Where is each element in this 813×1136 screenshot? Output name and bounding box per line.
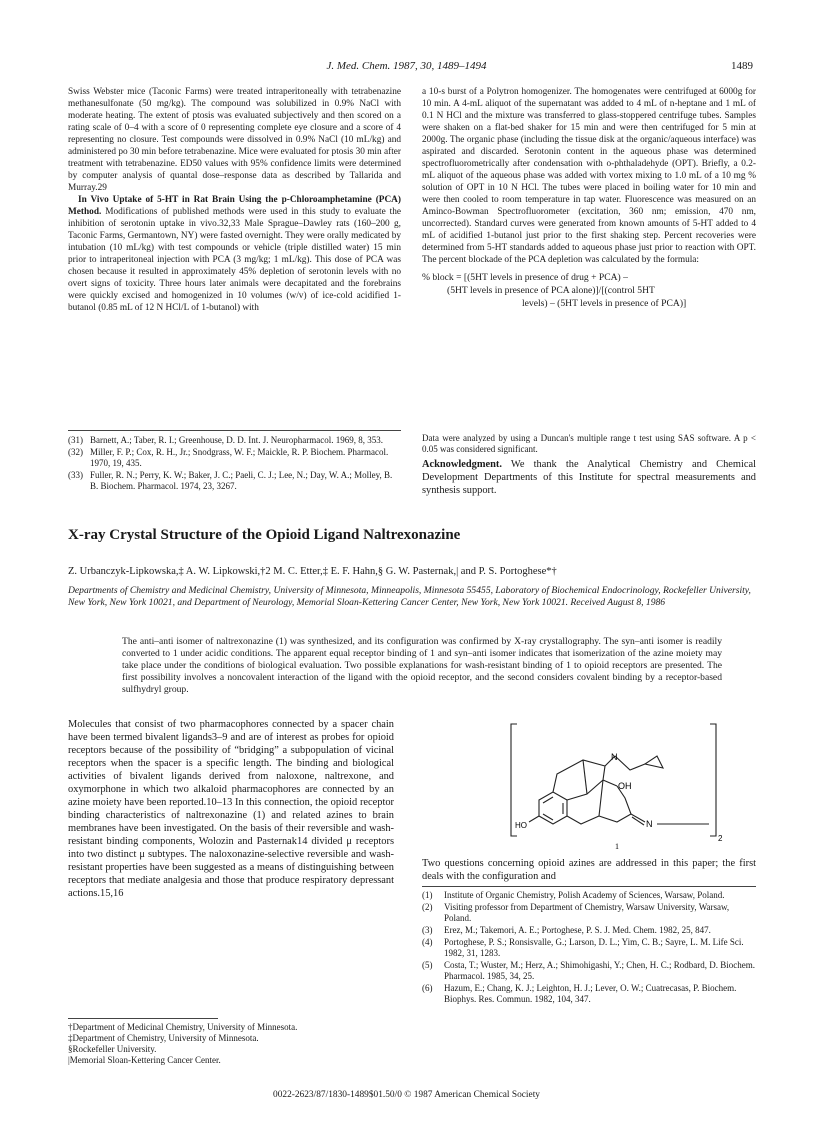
reference: (6) Hazum, E.; Chang, K. J.; Leighton, H. J.; Lever, O. W.; Cuatrecasas, P. Biochem. Biophys. Res. Commun. 1982, 104, 347. xyxy=(422,983,737,1004)
oh-label: OH xyxy=(618,781,632,791)
copyright-line: 0022-2623/87/1830-1489$01.50/0 © 1987 American Chemical Society xyxy=(273,1090,540,1100)
article-title: X-ray Crystal Structure of the Opioid Ligand Naltrexonazine xyxy=(68,527,461,543)
bracket-right xyxy=(710,724,716,836)
formula-line: (5HT levels in presence of PCA alone)]/[(control 5HT xyxy=(447,285,655,296)
top-right-column xyxy=(422,86,756,310)
footnote: §Rockefeller University. xyxy=(68,1044,157,1054)
acknowledgment xyxy=(422,458,756,497)
journal-header: J. Med. Chem. 1987, 30, 1489–1494 xyxy=(326,60,487,72)
reference: (1) Institute of Organic Chemistry, Polish Academy of Sciences, Warsaw, Poland. xyxy=(422,890,725,900)
ack-text: We thank the Analytical Chemistry and Chemical Development Departments of this Institute for spectral measurements and synthesis support. xyxy=(422,459,756,496)
bracket-left xyxy=(511,724,517,836)
footnote: |Memorial Sloan-Kettering Cancer Center. xyxy=(68,1055,221,1065)
subscript-2: 2 xyxy=(718,834,723,843)
reference: (3) Erez, M.; Takemori, A. E.; Portoghese, P. S. J. Med. Chem. 1982, 25, 847. xyxy=(422,925,711,935)
abstract: The anti–anti isomer of naltrexonazine (1) was synthesized, and its configuration was confirmed by X-ray crystallography. The syn–anti isomer is readily converted to 1 under acidic conditions. The apparent equal receptor binding of 1 and syn–anti isomer indicates that isomerization of the azine moiety may take place under the conditions of biological evaluation. Two possible explanations for wash-resistant binding of 1 to opioid receptors are presented. The first possibility involves a noncovalent interaction of the ligand with the opioid receptor, and the second considers covalent binding by a receptor-based sulfhydryl group. xyxy=(122,636,722,695)
author-list: Z. Urbanczyk-Lipkowska,‡ A. W. Lipkowski,†2 M. C. Etter,‡ E. F. Hahn,§ G. W. Pasternak,| and P. S. Portoghese*† xyxy=(68,566,557,577)
footnote: ‡Department of Chemistry, University of Minnesota. xyxy=(68,1033,259,1043)
formula-line: levels) – (5HT levels in presence of PCA)] xyxy=(522,298,687,309)
ho-label: HO xyxy=(515,821,527,830)
divider xyxy=(422,886,756,887)
ack-heading: Acknowledgment. xyxy=(422,459,502,470)
formula-line: % block = [(5HT levels in presence of drug + PCA) – xyxy=(422,272,628,283)
paragraph: Data were analyzed by using a Duncan's multiple range t test using SAS software. A p < 0.05 was considered significant. xyxy=(422,433,756,454)
reference: (33) Fuller, R. N.; Perry, K. W.; Baker, J. C.; Paeli, C. J.; Lee, N.; Day, W. A.; Molley, B. B. Biochem. Pharmacol. 1974, 23, 3267. xyxy=(68,470,393,491)
reference: (5) Costa, T.; Wuster, M.; Herz, A.; Shimohigashi, Y.; Chen, H. C.; Rodbard, D. Biochem. Pharmacol. 1985, 34, 25. xyxy=(422,960,756,981)
chemical-structure xyxy=(505,718,735,850)
paragraph: Swiss Webster mice (Taconic Farms) were treated intraperitoneally with tetrabenazine methanesulfonate (50 mg/kg). The compound was solubilized in 0.9% NaCl with moderate heating. The extent of ptosis was evaluated subjectively and then scored on a rating scale of 0–4 with a score of 0 representing complete eye closure and a score of 4 representing no closure. Test compounds were dissolved in 0.9% NaCl (10 mL/kg) and administered po 30 min before tetrabenazine. Mice were evaluated for ptosis 30 min after treatment with tetrabenazine. ED50 values with 95% confidence limits were determined by computer analysis of quantal dose–response data as described by Tallarida and Murray.29 xyxy=(68,87,402,193)
paragraph: Two questions concerning opioid azines are addressed in this paper; the first deals with the configuration and xyxy=(422,858,756,882)
compound-number: 1 xyxy=(615,842,619,850)
reference: (31) Barnett, A.; Taber, R. I.; Greenhouse, D. D. Int. J. Neuropharmacol. 1969, 8, 353. xyxy=(68,435,384,445)
paragraph: Molecules that consist of two pharmacophores connected by a spacer chain have been termed bivalent ligands3–9 and are of interest as probes for opioid receptors because of the possibility of “bridging” a subpopulation of vicinal receptors when the spacer is a specific length. The binding and biological activities of bivalent ligands derived from naloxone, naltrexone, and oxymorphone in which two alkaloid pharmacophores are connected by an azine moiety have been reported.10–13 In this connection, the opioid receptor binding characteristics of naltrexonazine (1) and related azines to brain membranes have been investigated. On the basis of their reversible and wash-resistant binding components, Wolozin and Pasternak14 divided μ receptors into two distinct μ subtypes. The naloxonazine-selective reversible and wash-resistant properties have been suggested as a means of distinguishing between receptors that mediate analgesia and those that produce respiratory depressant actions.15,16 xyxy=(68,719,394,899)
reference: (32) Miller, F. P.; Cox, R. H., Jr.; Snodgrass, W. F.; Maickle, R. P. Biochem. Pharmacol. 1970, 19, 435. xyxy=(68,447,389,468)
section-heading: In Vivo Uptake of 5-HT in Rat Brain Using the p-Chloroamphetamine (PCA) Method. xyxy=(68,195,401,217)
paragraph-text: Modifications of published methods were used in this study to evaluate the inhibition of serotonin uptake in vivo.32,33 Male Sprague–Dawley rats (160–200 g, Taconic Farms, Germantown, NY) were fasted overnight. They were orally medicated by intubation (10 mL/kg) with test compounds or vehicle (triple distilled water) 15 min prior to intraperitoneal injection with PCA (3 mg/kg; 1 mL/kg). This dose of PCA was chosen because it resulted in approximately 45% depletion of serotonin levels with no overt signs of toxicity. Three hours later animals were decapitated and the forebrains were quickly excised and homogenized in 10 volumes (w/v) of ice-cold acidified 1-butanol (0.85 mL of 12 N HCl/L of 1-butanol) with xyxy=(68,207,401,313)
reference: (2) Visiting professor from Department of Chemistry, Warsaw University, Warsaw, Poland. xyxy=(422,902,730,923)
page-number: 1489 xyxy=(731,60,753,72)
top-right-lower xyxy=(422,433,756,497)
affiliations: Departments of Chemistry and Medicinal Chemistry, University of Minnesota, Minneapolis, Minnesota 55455, Laboratory of Biochemical Endocrinology, Rockefeller University, New York, New York 10021, and Department of Neurology, Memorial Sloan-Kettering Cancer Center, New York, New York 10021. Received August 8, 1986 xyxy=(68,585,751,608)
cyclopropyl xyxy=(645,756,663,768)
reference-list xyxy=(68,435,401,493)
paragraph: a 10-s burst of a Polytron homogenizer. The homogenates were centrifuged at 6000g for 10 min. A 4-mL aliquot of the supernatant was added to 4 mL of n-heptane and 1 mL of 0.1 N HCl and the mixture was transferred to glass-stoppered centrifuge tubes. Samples were shaken on a flat-bed shaker for 15 min and were then centrifuged for 5 min at 2000g. The organic phase (including the tissue disk at the organic/aqueous interface) was aspirated and discarded. Serotonin content in the aqueous phase was determined spectrofluorometrically after condensation with o-phthaladehyde (OPT). Briefly, a 0.2-mL aliquot of the aqueous phase was added with vortex mixing to 1.0 mL of a 10 mg % solution of OPT in 10 N HCl. The tubes were placed in boiling water for 10 min and were then cooled to room temperature in tap water. Fluorescence was measured on an Aminco-Bowman Spectrofluorometer (excitation, 360 nm; emission, 470 nm, uncorrected). Standard curves were generated from known amounts of 5-HT added to 4 mL of acidified 1-butanol just prior to the first shaking step. Percent recoveries were determined from 5-HT standards added to aqueous phase just prior to reaction with OPT. The percent blockade of the PCA depletion was calculated by the formula: xyxy=(422,87,756,265)
n-atom-label: N xyxy=(646,819,653,829)
top-left-column xyxy=(68,86,401,314)
divider xyxy=(68,430,401,431)
n-atom-label: N xyxy=(611,752,618,762)
intro-column xyxy=(68,718,394,900)
paragraph xyxy=(68,194,401,314)
footnotes xyxy=(68,1022,401,1066)
reference-list xyxy=(422,890,756,1006)
formula xyxy=(422,271,756,310)
reference: (4) Portoghese, P. S.; Ronsisvalle, G.; Larson, D. L.; Yim, C. B.; Sayre, L. M. Life Sci. 1982, 31, 1283. xyxy=(422,937,744,958)
footnote: †Department of Medicinal Chemistry, University of Minnesota. xyxy=(68,1022,298,1032)
divider xyxy=(68,1018,218,1019)
